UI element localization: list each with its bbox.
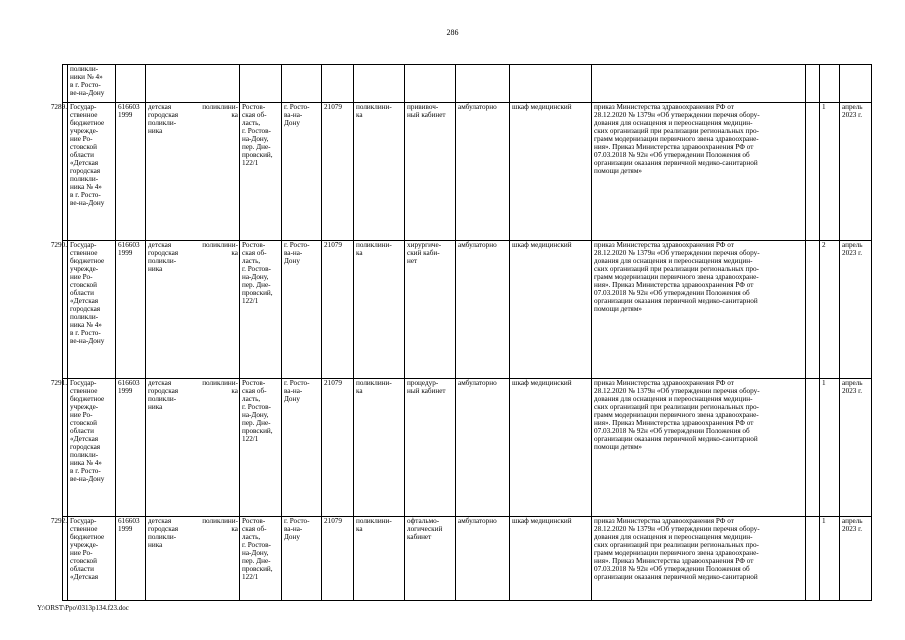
cell-date: апрель 2023 г. bbox=[840, 103, 872, 241]
cell-org: Государ- ственное бюджетное учрежде- ние Ро- стовской области «Детская городская поликли- ника № 4» в г. Росто- ве-на-Дону bbox=[68, 241, 116, 379]
cell-org: Государ- ственное бюджетное учрежде- ние Ро- стовской области «Детская bbox=[68, 517, 116, 601]
cell bbox=[592, 65, 806, 103]
table-row-continuation bbox=[63, 65, 872, 103]
cell-empty bbox=[806, 103, 820, 241]
cell-city: г. Росто- ва-на- Дону bbox=[282, 517, 322, 601]
cell-qty: 1 bbox=[820, 517, 840, 601]
cell-num: 7292. bbox=[63, 517, 68, 601]
table-row bbox=[63, 379, 872, 517]
cell-subdivision: поликлини- ка bbox=[354, 241, 405, 379]
cell-index: 21079 bbox=[322, 241, 354, 379]
cell-city: г. Росто- ва-на- Дону bbox=[282, 241, 322, 379]
cell-basis: приказ Министерства здравоохранения РФ от 28.12.2020 № 1379н «Об утверждении перечня обору- дования для оснащения и переоснащения медицин- ских организаций при реализации региональных про- грамм модернизации первичного звена здравоохране- ния». Приказ Министерства здравоохранения РФ от 07.03.2018 № 92н «Об утверждении Положения об организации оказания первичной медико-санитарной помощи детям» bbox=[592, 241, 806, 379]
cell-basis: приказ Министерства здравоохранения РФ от 28.12.2020 № 1379н «Об утверждении перечня обору- дования для оснащения и переоснащения медицин- ских организаций при реализации региональных про- грамм модернизации первичного звена здравоохране- ния». Приказ Министерства здравоохранения РФ от 07.03.2018 № 92н «Об утверждении Положения об организации оказания первичной медико-санитарной помощи детям» bbox=[592, 379, 806, 517]
cell bbox=[840, 65, 872, 103]
cell-num: 7291. bbox=[63, 379, 68, 517]
cell-empty bbox=[806, 241, 820, 379]
cell-org: Государ- ственное бюджетное учрежде- ние Ро- стовской области «Детская городская поликли- ника № 4» в г. Росто- ве-на-Дону bbox=[68, 103, 116, 241]
cell-subdivision: поликлини- ка bbox=[354, 517, 405, 601]
cell-type: детская поликлини- городская ка поликли- ника bbox=[146, 517, 240, 601]
cell-qty: 1 bbox=[820, 379, 840, 517]
cell-qty: 1 bbox=[820, 103, 840, 241]
cell-address: Ростов- ская об- ласть, г. Ростов- на-Дону, пер. Дне- провский, 122/1 bbox=[240, 517, 282, 601]
cell-care: амбулаторно bbox=[456, 241, 510, 379]
cell bbox=[806, 65, 820, 103]
cell-address: Ростов- ская об- ласть, г. Ростов- на-Дону, пер. Дне- провский, 122/1 bbox=[240, 241, 282, 379]
cell-date: апрель 2023 г. bbox=[840, 517, 872, 601]
cell bbox=[510, 65, 592, 103]
cell-room: хирургиче- ский каби- нет bbox=[405, 241, 456, 379]
cell-room: прививоч- ный кабинет bbox=[405, 103, 456, 241]
cell bbox=[820, 65, 840, 103]
table-row bbox=[63, 103, 872, 241]
cell-city: г. Росто- ва-на- Дону bbox=[282, 379, 322, 517]
table-row bbox=[63, 517, 872, 601]
cell-code: 616603 1999 bbox=[116, 103, 146, 241]
cell bbox=[456, 65, 510, 103]
cell-num: 7290. bbox=[63, 241, 68, 379]
cell bbox=[405, 65, 456, 103]
cell-equipment: шкаф медицинский bbox=[510, 241, 592, 379]
cell bbox=[116, 65, 146, 103]
cell-date: апрель 2023 г. bbox=[840, 241, 872, 379]
cell-qty: 2 bbox=[820, 241, 840, 379]
cell-date: апрель 2023 г. bbox=[840, 379, 872, 517]
cell-empty bbox=[806, 517, 820, 601]
cell bbox=[240, 65, 282, 103]
cell-empty bbox=[806, 379, 820, 517]
cell-address: Ростов- ская об- ласть, г. Ростов- на-Дону, пер. Дне- провский, 122/1 bbox=[240, 103, 282, 241]
cell bbox=[282, 65, 322, 103]
cell-type: детская поликлини- городская ка поликли- ника bbox=[146, 379, 240, 517]
cell-address: Ростов- ская об- ласть, г. Ростов- на-Дону, пер. Дне- провский, 122/1 bbox=[240, 379, 282, 517]
cell-basis: приказ Министерства здравоохранения РФ от 28.12.2020 № 1379н «Об утверждении перечня обору- дования для оснащения и переоснащения медицин- ских организаций при реализации региональных про- грамм модернизации первичного звена здравоохране- ния». Приказ Министерства здравоохранения РФ от 07.03.2018 № 92н «Об утверждении Положения об организации оказания первичной медико-санитарной помощи детям» bbox=[592, 103, 806, 241]
cell-care: амбулаторно bbox=[456, 379, 510, 517]
cell-index: 21079 bbox=[322, 517, 354, 601]
cell bbox=[354, 65, 405, 103]
cell-city: г. Росто- ва-на- Дону bbox=[282, 103, 322, 241]
cell-org: поликли- ники № 4» в г. Росто- ве-на-Дону bbox=[68, 65, 116, 103]
table-row bbox=[63, 241, 872, 379]
cell-subdivision: поликлини- ка bbox=[354, 379, 405, 517]
cell bbox=[322, 65, 354, 103]
cell-type: детская поликлини- городская ка поликли- ника bbox=[146, 103, 240, 241]
cell-index: 21079 bbox=[322, 379, 354, 517]
cell-code: 616603 1999 bbox=[116, 517, 146, 601]
cell-care: амбулаторно bbox=[456, 517, 510, 601]
cell-index: 21079 bbox=[322, 103, 354, 241]
footer-file-path: Y:\ORST\Ppo\0313p134.f23.doc bbox=[37, 604, 129, 612]
cell-care: амбулаторно bbox=[456, 103, 510, 241]
page-number: 286 bbox=[446, 28, 459, 37]
cell-type: детская поликлини- городская ка поликли- ника bbox=[146, 241, 240, 379]
cell-room: процедур- ный кабинет bbox=[405, 379, 456, 517]
cell-basis: приказ Министерства здравоохранения РФ от 28.12.2020 № 1379н «Об утверждении перечня обору- дования для оснащения и переоснащения медицин- ских организаций при реализации региональных про- грамм модернизации первичного звена здравоохране- ния». Приказ Министерства здравоохранения РФ от 07.03.2018 № 92н «Об утверждении Положения об организации оказания первичной медико-санитарной bbox=[592, 517, 806, 601]
cell-equipment: шкаф медицинский bbox=[510, 379, 592, 517]
cell-subdivision: поликлини- ка bbox=[354, 103, 405, 241]
cell-room: офтальмо- логический кабинет bbox=[405, 517, 456, 601]
cell bbox=[146, 65, 240, 103]
cell-num: 7289. bbox=[63, 103, 68, 241]
cell-code: 616603 1999 bbox=[116, 379, 146, 517]
cell-equipment: шкаф медицинский bbox=[510, 103, 592, 241]
cell-code: 616603 1999 bbox=[116, 241, 146, 379]
equipment-registry-table bbox=[50, 64, 872, 601]
cell-org: Государ- ственное бюджетное учрежде- ние Ро- стовской области «Детская городская поликли- ника № 4» в г. Росто- ве-на-Дону bbox=[68, 379, 116, 517]
cell-equipment: шкаф медицинский bbox=[510, 517, 592, 601]
